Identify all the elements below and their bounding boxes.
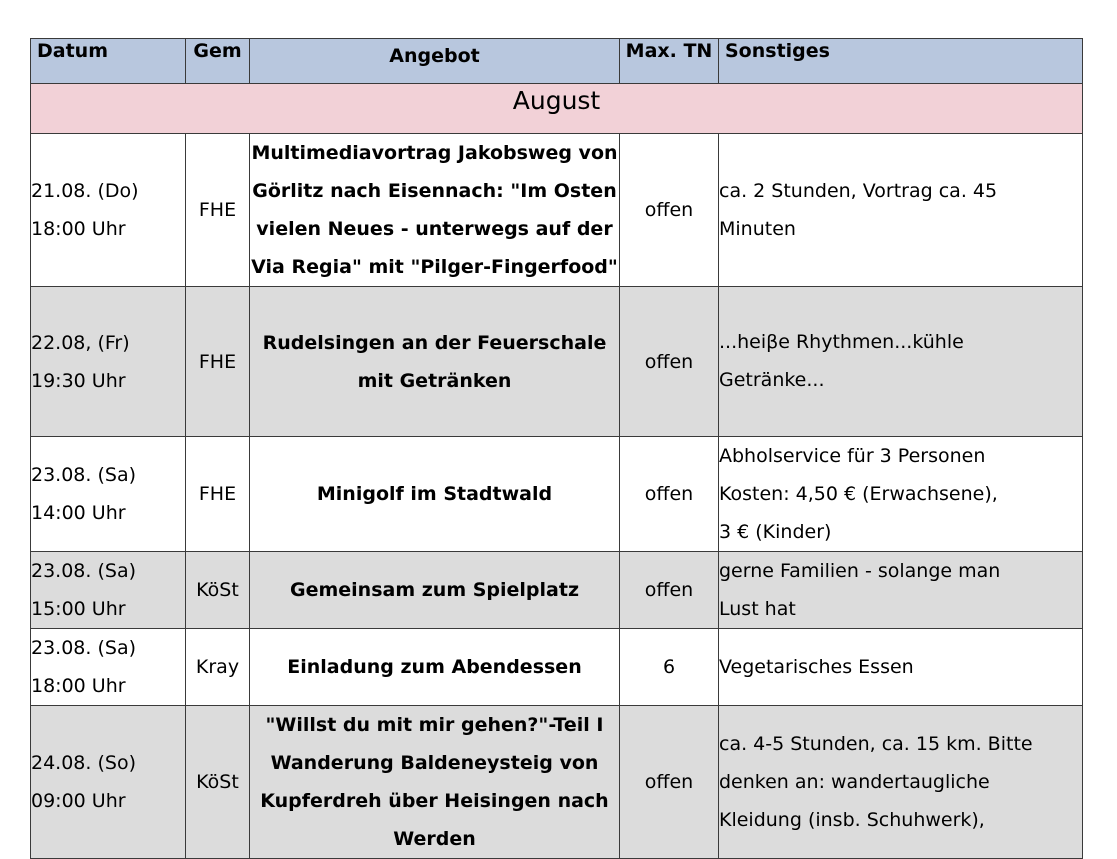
offer-cell — [250, 629, 620, 706]
date-cell — [31, 134, 186, 287]
date-cell — [31, 706, 186, 859]
notes-line: ca. 4-5 Stunden, ca. 15 km. Bitte — [719, 733, 1033, 755]
offer-cell — [250, 437, 620, 552]
notes-cell — [719, 437, 1083, 552]
time-text: 18:00 Uhr — [31, 218, 126, 240]
date-text: 21.08. (Do) — [31, 180, 139, 202]
offer-line: Kupferdreh über Heisingen nach — [260, 790, 609, 812]
gem-cell: Kray — [186, 629, 250, 706]
date-cell — [31, 437, 186, 552]
offer-line: Minigolf im Stadtwald — [316, 483, 553, 505]
notes-cell — [719, 629, 1083, 706]
header-gem: Gem — [186, 39, 250, 84]
offer-line: Via Regia" mit "Pilger-Fingerfood" — [251, 256, 618, 278]
header-datum: Datum — [31, 39, 186, 84]
time-text: 15:00 Uhr — [31, 598, 126, 620]
notes-line: Vegetarisches Essen — [719, 656, 914, 678]
notes-line: Getränke... — [719, 369, 825, 391]
offer-cell — [250, 287, 620, 437]
max-tn-cell: offen — [620, 437, 719, 552]
offer-line: mit Getränken — [357, 369, 512, 392]
notes-cell — [719, 706, 1083, 859]
notes-line: Minuten — [719, 218, 796, 240]
max-tn-cell: offen — [620, 287, 719, 437]
offer-line: Multimediavortrag Jakobsweg von — [251, 142, 618, 164]
offer-line: "Willst du mit mir gehen?"-Teil I — [265, 714, 604, 736]
offer-line: Einladung zum Abendessen — [287, 656, 582, 678]
gem-cell: FHE — [186, 134, 250, 287]
gem-cell: FHE — [186, 287, 250, 437]
offer-line: Gemeinsam zum Spielplatz — [289, 579, 580, 601]
date-text: 24.08. (So) — [31, 752, 136, 774]
notes-line: denken an: wandertaugliche — [719, 771, 990, 793]
header-max-tn: Max. TN — [620, 39, 719, 84]
schedule-table — [30, 38, 1083, 859]
notes-line: ...heiβe Rhythmen...kühle — [719, 331, 964, 353]
time-text: 09:00 Uhr — [31, 790, 126, 812]
notes-line: Abholservice für 3 Personen — [719, 445, 986, 467]
month-heading: August — [31, 84, 1083, 134]
table-row — [31, 134, 1083, 287]
notes-cell — [719, 287, 1083, 437]
gem-cell: FHE — [186, 437, 250, 552]
notes-cell — [719, 552, 1083, 629]
date-text: 23.08. (Sa) — [31, 560, 137, 582]
time-text: 14:00 Uhr — [31, 502, 126, 524]
date-text: 22.08, (Fr) — [31, 331, 130, 354]
max-tn-cell: 6 — [620, 629, 719, 706]
gem-cell: KöSt — [186, 552, 250, 629]
offer-line: Görlitz nach Eisennach: "Im Osten — [252, 180, 617, 202]
table-row — [31, 437, 1083, 552]
date-text: 23.08. (Sa) — [31, 637, 137, 659]
table-row — [31, 287, 1083, 437]
notes-line: Kleidung (insb. Schuhwerk), — [719, 809, 985, 831]
header-angebot: Angebot — [250, 39, 620, 84]
date-cell — [31, 629, 186, 706]
offer-line: vielen Neues - unterwegs auf der — [256, 218, 613, 240]
offer-cell — [250, 552, 620, 629]
notes-cell — [719, 134, 1083, 287]
date-cell — [31, 552, 186, 629]
time-text: 19:30 Uhr — [31, 369, 126, 392]
header-sonstiges: Sonstiges — [719, 39, 1083, 84]
notes-line: ca. 2 Stunden, Vortrag ca. 45 — [719, 180, 998, 202]
max-tn-cell: offen — [620, 706, 719, 859]
notes-line: gerne Familien - solange man — [719, 560, 1001, 582]
offer-cell — [250, 134, 620, 287]
max-tn-cell: offen — [620, 552, 719, 629]
offer-cell — [250, 706, 620, 859]
time-text: 18:00 Uhr — [31, 675, 126, 697]
month-row — [31, 84, 1083, 134]
gem-cell: KöSt — [186, 706, 250, 859]
table-row — [31, 552, 1083, 629]
notes-line: Kosten: 4,50 € (Erwachsene), — [719, 483, 998, 505]
schedule-sheet — [30, 38, 1083, 859]
offer-line: Wanderung Baldeneysteig von — [270, 752, 599, 774]
date-cell — [31, 287, 186, 437]
table-row — [31, 706, 1083, 859]
table-row — [31, 629, 1083, 706]
date-text: 23.08. (Sa) — [31, 464, 137, 486]
notes-line: Lust hat — [719, 598, 796, 620]
notes-line: 3 € (Kinder) — [719, 521, 832, 543]
max-tn-cell: offen — [620, 134, 719, 287]
offer-line: Werden — [393, 828, 476, 850]
offer-line: Rudelsingen an der Feuerschale — [262, 331, 607, 354]
header-row — [31, 39, 1083, 84]
